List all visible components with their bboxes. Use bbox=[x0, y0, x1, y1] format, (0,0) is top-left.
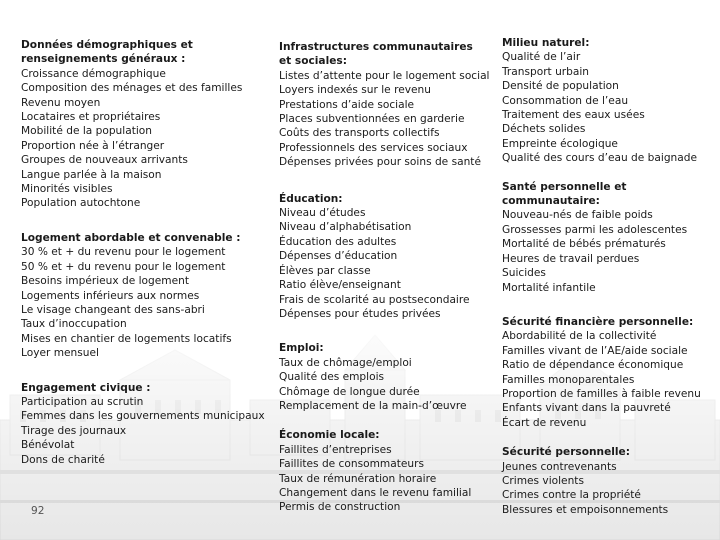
list-item: Dépenses pour études privées bbox=[279, 307, 441, 320]
list-item: Loyers indexés sur le revenu bbox=[279, 84, 431, 97]
list-item: Proportion de familles à faible revenu bbox=[502, 387, 701, 400]
list-item: Professionnels des services sociaux bbox=[279, 141, 468, 154]
section-civic-engagement bbox=[21, 381, 266, 467]
section-natural-environment bbox=[502, 36, 717, 166]
section-heading: Économie locale: bbox=[279, 429, 380, 442]
section-community-infrastructure bbox=[279, 40, 489, 170]
list-item: Taux de chômage/emploi bbox=[279, 356, 412, 369]
list-item: Familles monoparentales bbox=[502, 373, 635, 386]
list-item: Ratio élève/enseignant bbox=[279, 279, 401, 292]
section-heading: Santé personnelle et communautaire: bbox=[502, 180, 627, 208]
list-item: Places subventionnées en garderie bbox=[279, 113, 465, 126]
list-item: Langue parlée à la maison bbox=[21, 168, 162, 181]
list-item: Mobilité de la population bbox=[21, 125, 152, 138]
list-item: Nouveau-nés de faible poids bbox=[502, 209, 653, 222]
list-item: Chômage de longue durée bbox=[279, 385, 420, 398]
list-item: Population autochtone bbox=[21, 197, 141, 210]
list-item: Besoins impérieux de logement bbox=[21, 275, 189, 288]
list-item: Élèves par classe bbox=[279, 264, 371, 277]
column-left bbox=[21, 38, 266, 467]
section-heading: Engagement civique : bbox=[21, 381, 151, 394]
list-item: Crimes contre la propriété bbox=[502, 489, 641, 502]
section-demographics bbox=[21, 38, 266, 211]
list-item: Niveau d’études bbox=[279, 207, 366, 220]
list-item: Dépenses d’éducation bbox=[279, 250, 398, 263]
list-item: Taux de rémunération horaire bbox=[279, 472, 437, 485]
list-item: Empreinte écologique bbox=[502, 137, 618, 150]
list-item: Bénévolat bbox=[21, 439, 75, 452]
list-item: Déchets solides bbox=[502, 123, 586, 136]
section-education bbox=[279, 192, 489, 322]
list-item: Mortalité de bébés prématurés bbox=[502, 238, 666, 251]
list-item: Changement dans le revenu familial bbox=[279, 486, 472, 499]
list-item: Croissance démographique bbox=[21, 67, 166, 80]
list-item: Revenu moyen bbox=[21, 96, 101, 109]
list-item: Faillites d’entreprises bbox=[279, 443, 392, 456]
list-item: Frais de scolarité au postsecondaire bbox=[279, 293, 470, 306]
list-item: Ratio de dépendance économique bbox=[502, 359, 684, 372]
list-item: Logements inférieurs aux normes bbox=[21, 289, 200, 302]
column-middle bbox=[279, 40, 489, 515]
list-item: Mises en chantier de logements locatifs bbox=[21, 332, 232, 345]
list-item: Blessures et empoisonnements bbox=[502, 503, 669, 516]
list-item: Consommation de l’eau bbox=[502, 94, 629, 107]
list-item: Qualité des emplois bbox=[279, 371, 385, 384]
list-item: Femmes dans les gouvernements municipaux bbox=[21, 410, 265, 423]
section-heading: Logement abordable et convenable : bbox=[21, 231, 241, 244]
section-affordable-housing bbox=[21, 231, 266, 361]
section-employment bbox=[279, 341, 489, 413]
section-heading: Sécurité personnelle: bbox=[502, 446, 630, 459]
list-item: Groupes de nouveaux arrivants bbox=[21, 154, 188, 167]
list-item: Tirage des journaux bbox=[21, 424, 127, 437]
list-item: Proportion née à l’étranger bbox=[21, 139, 165, 152]
list-item: 30 % et + du revenu pour le logement bbox=[21, 246, 226, 259]
list-item: Participation au scrutin bbox=[21, 395, 144, 408]
list-item: Heures de travail perdues bbox=[502, 252, 640, 265]
list-item: Qualité des cours d’eau de baignade bbox=[502, 152, 697, 165]
list-item: Écart de revenu bbox=[502, 416, 587, 429]
column-right bbox=[502, 36, 717, 517]
list-item: Permis de construction bbox=[279, 501, 401, 514]
section-local-economy bbox=[279, 428, 489, 514]
list-item: Listes d’attente pour le logement social bbox=[279, 69, 490, 82]
section-heading: Emploi: bbox=[279, 342, 324, 355]
page-number: 92 bbox=[31, 505, 45, 517]
list-item: Mortalité infantile bbox=[502, 281, 596, 294]
list-item: Minorités visibles bbox=[21, 183, 113, 196]
list-item: Remplacement de la main-d’œuvre bbox=[279, 399, 467, 412]
list-item: Faillites de consommateurs bbox=[279, 458, 424, 471]
list-item: Le visage changeant des sans-abri bbox=[21, 303, 205, 316]
list-item: Crimes violents bbox=[502, 474, 584, 487]
list-item: Taux d’inoccupation bbox=[21, 318, 127, 331]
list-item: Coûts des transports collectifs bbox=[279, 127, 440, 140]
list-item: Abordabilité de la collectivité bbox=[502, 330, 657, 343]
section-heading: Infrastructures communautaires et sociales: bbox=[279, 41, 473, 68]
list-item: Locataires et propriétaires bbox=[21, 111, 161, 124]
list-item: Prestations d’aide sociale bbox=[279, 98, 415, 111]
list-item: Qualité de l’air bbox=[502, 51, 581, 64]
list-item: Éducation des adultes bbox=[279, 235, 397, 248]
list-item: Jeunes contrevenants bbox=[502, 460, 617, 473]
list-item: Niveau d’alphabétisation bbox=[279, 221, 412, 234]
list-item: Transport urbain bbox=[502, 65, 590, 78]
list-item: Enfants vivant dans la pauvreté bbox=[502, 402, 671, 415]
list-item: Dépenses privées pour soins de santé bbox=[279, 156, 481, 169]
section-heading: Milieu naturel: bbox=[502, 37, 590, 49]
list-item: Grossesses parmi les adolescentes bbox=[502, 223, 688, 236]
section-personal-safety bbox=[502, 445, 717, 517]
list-item: Composition des ménages et des familles bbox=[21, 82, 243, 95]
section-personal-financial-security bbox=[502, 315, 717, 430]
list-item: Traitement des eaux usées bbox=[502, 109, 645, 122]
list-item: Suicides bbox=[502, 267, 546, 280]
list-item: Densité de population bbox=[502, 80, 619, 93]
list-item: Familles vivant de l’AE/aide sociale bbox=[502, 344, 688, 357]
list-item: Loyer mensuel bbox=[21, 347, 99, 360]
section-heading: Éducation: bbox=[279, 192, 343, 205]
list-item: Dons de charité bbox=[21, 453, 105, 466]
section-heading: Sécurité financière personnelle: bbox=[502, 315, 694, 328]
section-personal-community-health bbox=[502, 180, 717, 295]
list-item: 50 % et + du revenu pour le logement bbox=[21, 260, 226, 273]
section-heading: Données démographiques et renseignements généraux : bbox=[21, 39, 193, 66]
